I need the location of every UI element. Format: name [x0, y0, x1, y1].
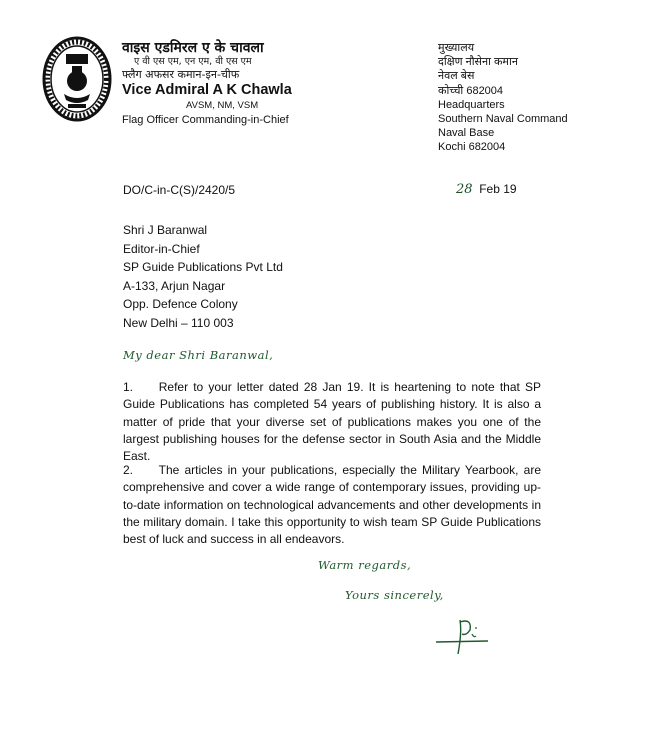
recipient-line: New Delhi – 110 003 [123, 315, 234, 330]
sender-awards-hindi: ए वी एस एम, एन एम, वी एस एम [134, 56, 252, 67]
sender-header [122, 42, 322, 128]
recipient-line: A-133, Arjun Nagar [123, 278, 226, 293]
salutation: My dear Shri Baranwal, [123, 348, 274, 362]
recipient-line: Opp. Defence Colony [123, 297, 238, 311]
letter-date [456, 182, 517, 197]
address-line: Kochi 682004 [438, 141, 506, 154]
sender-name: Vice Admiral A K Chawla [122, 82, 292, 98]
sender-address [438, 41, 638, 155]
recipient-address [123, 221, 283, 332]
navy-emblem-icon [42, 36, 112, 122]
address-line: Headquarters [438, 98, 505, 111]
date-day-handwritten: 28 [456, 182, 473, 197]
address-line-hindi: कोच्ची 682004 [438, 84, 504, 97]
sender-name-hindi: वाइस एडमिरल ए के चावला [122, 40, 264, 56]
address-line: Naval Base [438, 127, 495, 140]
reference-number: DO/C-in-C(S)/2420/5 [123, 183, 236, 197]
body-paragraph-1: 1. Refer to your letter dated 28 Jan 19. It is heartening to note that SP Guide Publications has completed 54 years of publishing history. It is also a matter of pride that your diverse set of publications makes you one of the largest publishing houses for the defense sector in South Asia and the Middle East. [123, 380, 541, 464]
closing-sincerely: Yours sincerely, [345, 588, 444, 602]
address-line-hindi: दक्षिण नौसेना कमान [438, 56, 518, 69]
date-month-year: Feb 19 [479, 182, 517, 196]
sender-awards: AVSM, NM, VSM [186, 100, 259, 111]
recipient-line: Shri J Baranwal [123, 223, 208, 237]
body-paragraph-2: 2. The articles in your publications, especially the Military Yearbook, are comprehensive and cover a wide range of contemporary issues, providing up-to-date information on technological advancements and other developments in the military domain. I take this opportunity to wish team SP Guide Publications best of luck and success in all endeavors. [123, 463, 541, 547]
address-line: Southern Naval Command [438, 113, 568, 126]
recipient-line: SP Guide Publications Pvt Ltd [123, 260, 283, 274]
address-line-hindi: मुख्यालय [438, 42, 475, 54]
signature [432, 612, 492, 660]
recipient-line: Editor-in-Chief [123, 241, 200, 256]
address-line-hindi: नेवल बेस [438, 70, 475, 83]
sender-title: Flag Officer Commanding-in-Chief [122, 114, 289, 126]
sender-title-hindi: फ्लैग अफसर कमान-इन-चीफ [122, 68, 240, 81]
closing-regards: Warm regards, [318, 558, 412, 572]
